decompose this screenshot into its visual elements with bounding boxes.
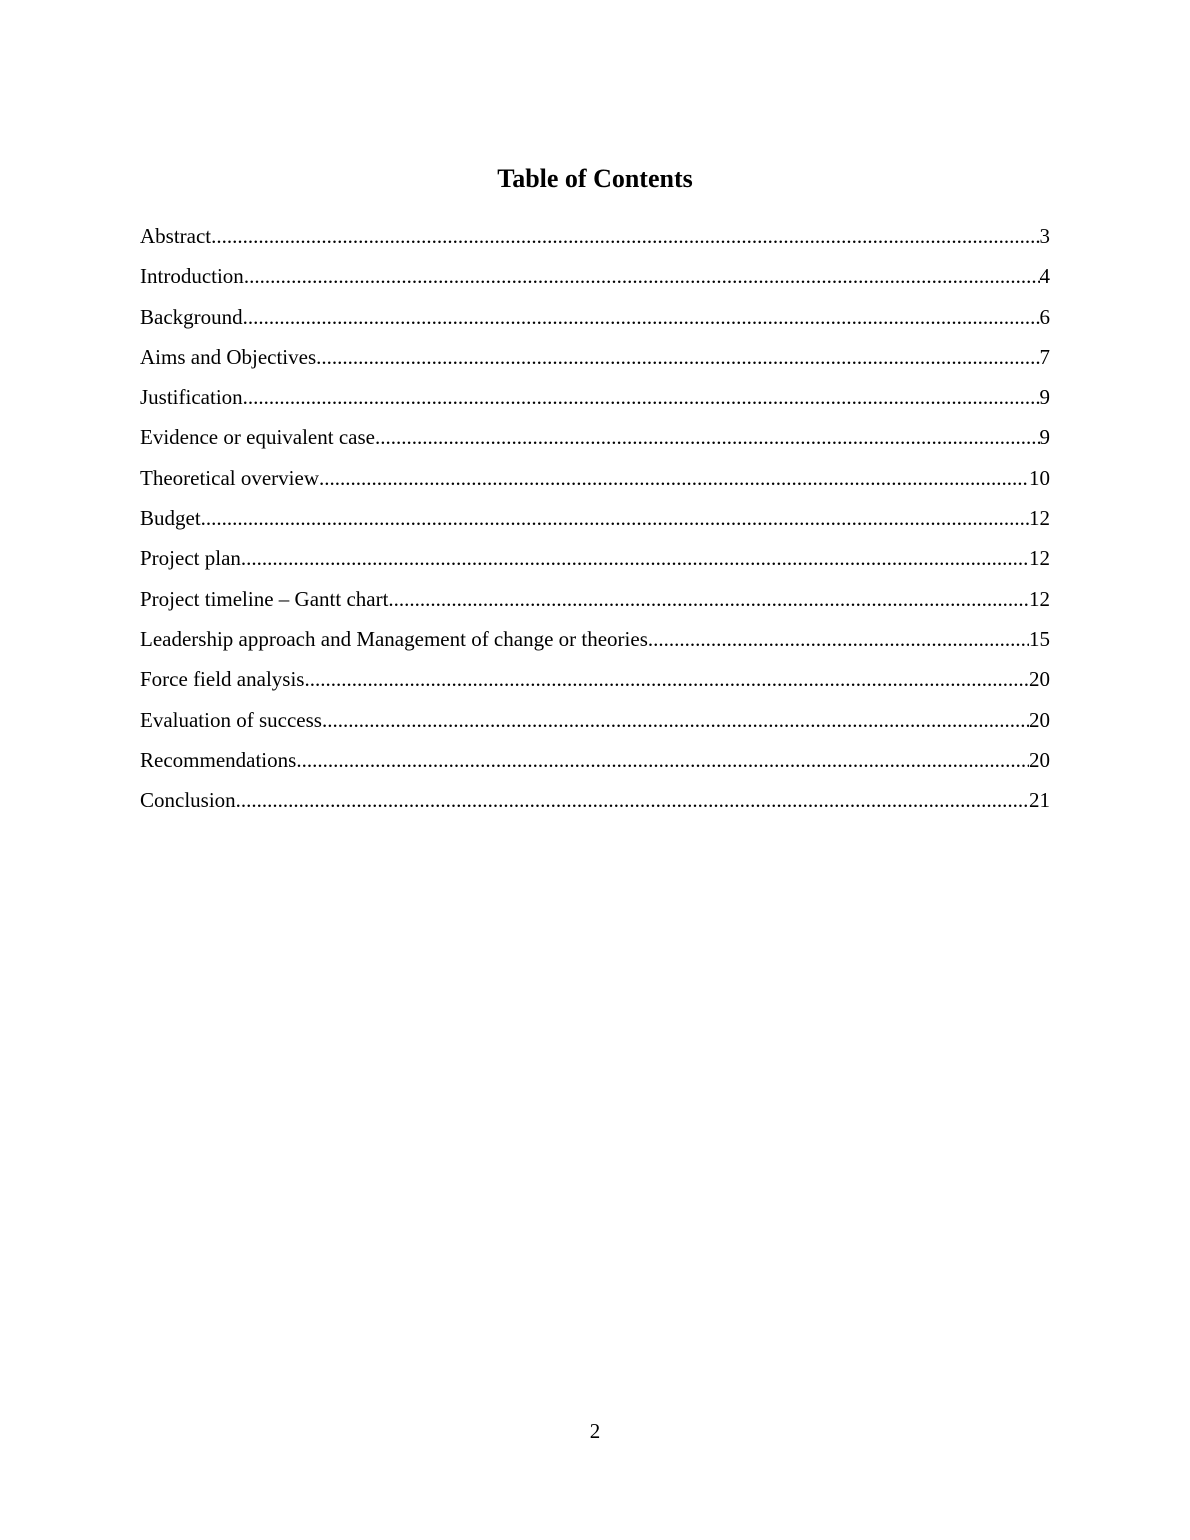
toc-entry-page: 7	[1039, 344, 1050, 369]
toc-entry-evaluation-of-success[interactable]	[140, 704, 1050, 744]
toc-entry-conclusion[interactable]	[140, 784, 1050, 824]
toc-entry-page: 12	[1029, 506, 1050, 531]
toc-entry-page: 9	[1039, 425, 1050, 450]
toc-entry-page: 20	[1029, 707, 1050, 732]
toc-entry-page: 20	[1029, 747, 1050, 772]
toc-title: Table of Contents	[497, 164, 693, 193]
toc-entry-label: Evaluation of success	[140, 707, 322, 732]
toc-entry-leadership-approach[interactable]	[140, 623, 1050, 663]
toc-dot-leader	[243, 301, 1040, 333]
toc-entry-background[interactable]	[140, 301, 1050, 341]
toc-entry-label: Aims and Objectives	[140, 344, 317, 369]
toc-entry-label: Conclusion	[140, 788, 236, 813]
toc-entry-budget[interactable]	[140, 502, 1050, 542]
toc-entry-label: Budget	[140, 506, 201, 531]
toc-dot-leader	[296, 744, 1029, 776]
toc-entry-label: Theoretical overview	[140, 465, 319, 490]
toc-entry-label: Leadership approach and Management of change or theories	[140, 626, 648, 651]
toc-dot-leader	[375, 421, 1040, 453]
toc-dot-leader	[322, 704, 1029, 736]
toc-entry-label: Evidence or equivalent case	[140, 425, 375, 450]
toc-dot-leader	[211, 220, 1039, 252]
toc-entry-page: 21	[1029, 788, 1050, 813]
toc-entry-force-field-analysis[interactable]	[140, 663, 1050, 703]
toc-entry-aims-and-objectives[interactable]	[140, 341, 1050, 381]
toc-entry-label: Force field analysis	[140, 667, 305, 692]
toc-entry-label: Background	[140, 304, 243, 329]
toc-entry-page: 10	[1029, 465, 1050, 490]
toc-dot-leader	[201, 502, 1029, 534]
toc-dot-leader	[316, 341, 1039, 373]
toc-entry-page: 4	[1039, 264, 1050, 289]
toc-entry-page: 3	[1039, 224, 1050, 248]
toc-dot-leader	[648, 623, 1029, 655]
toc-entry-label: Recommendations	[140, 747, 297, 772]
toc-dot-leader	[243, 381, 1040, 413]
toc-dot-leader	[304, 663, 1029, 695]
toc-dot-leader	[241, 542, 1029, 574]
toc-entry-label: Justification	[140, 385, 243, 410]
toc-dot-leader	[244, 260, 1040, 292]
toc-entry-page: 15	[1029, 626, 1050, 651]
toc-entry-label: Project plan	[140, 546, 241, 571]
toc-entry-theoretical-overview[interactable]	[140, 462, 1050, 502]
toc-entry-page: 12	[1029, 586, 1050, 611]
toc-entry-evidence[interactable]	[140, 421, 1050, 461]
toc-dot-leader	[319, 462, 1029, 494]
toc-entry-page: 9	[1039, 385, 1050, 410]
toc-list	[140, 220, 1050, 824]
toc-entry-label: Introduction	[140, 264, 244, 289]
toc-entry-page: 20	[1029, 667, 1050, 692]
toc-entry-recommendations[interactable]	[140, 744, 1050, 784]
toc-entry-label: Project timeline – Gantt chart	[140, 586, 389, 611]
toc-entry-justification[interactable]	[140, 381, 1050, 421]
page-number: 2	[589, 1419, 601, 1443]
toc-entry-introduction[interactable]	[140, 260, 1050, 300]
toc-entry-abstract[interactable]	[140, 220, 1050, 260]
toc-entry-project-timeline[interactable]	[140, 583, 1050, 623]
toc-entry-label: Abstract	[140, 224, 212, 248]
toc-dot-leader	[236, 784, 1029, 816]
toc-entry-page: 12	[1029, 546, 1050, 571]
toc-dot-leader	[388, 583, 1029, 615]
toc-entry-project-plan[interactable]	[140, 542, 1050, 582]
toc-entry-page: 6	[1039, 304, 1050, 329]
